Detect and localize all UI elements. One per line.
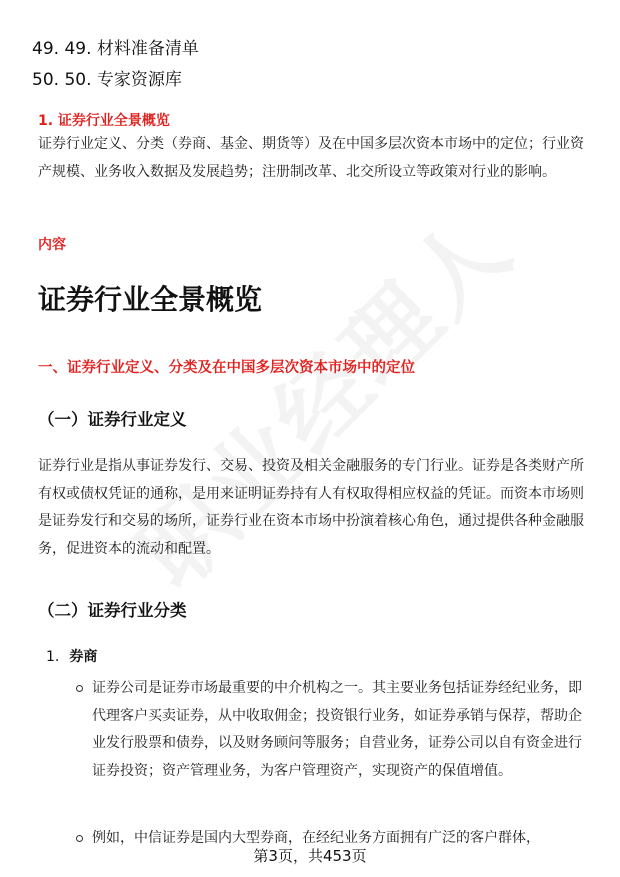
- list-item-brokers: [46, 646, 97, 666]
- section-description: 证券行业定义、分类（券商、基金、期货等）及在中国多层次资本市场中的定位；行业资产规模、业务收入数据及发展趋势；注册制改革、北交所设立等政策对行业的影响。: [38, 136, 584, 180]
- content-label: 内容: [38, 237, 66, 253]
- section-label: 1. 证券行业全景概览: [38, 113, 170, 129]
- bullet-item: [76, 675, 586, 785]
- toc-text: 49. 材料准备清单: [64, 39, 199, 59]
- bullet-text: 证券公司是证券市场最重要的中介机构之一。其主要业务包括证券经纪业务，即代理客户买卖证券，从中收取佣金；投资银行业务，如证券承销与保荐，帮助企业发行股票和债券，以及财务顾问等服务；自营业务，证券公司以自有资金进行证券投资；资产管理业务，为客户管理资产，实现资产的保值增值。: [92, 680, 582, 779]
- toc-number: 49.: [32, 39, 60, 59]
- page-title: 证券行业全景概览: [38, 283, 263, 316]
- part-heading: 一、证券行业定义、分类及在中国多层次资本市场中的定位: [38, 360, 415, 376]
- subheading-classification: （二）证券行业分类: [38, 601, 187, 620]
- toc-item-50[interactable]: [32, 67, 182, 93]
- definition-paragraph: 证券行业是指从事证券发行、交易、投资及相关金融服务的专门行业。证券是各类财产所有权或债权凭证的通称，是用来证明证券持有人有权取得相应权益的凭证。而资本市场则是证券发行和交易的场所，证券行业在资本市场中扮演着核心角色，通过提供各种金融服务，促进资本的流动和配置。: [38, 458, 584, 557]
- list-number: 1.: [46, 649, 60, 665]
- toc-text: 50. 专家资源库: [64, 70, 182, 90]
- toc-item-49[interactable]: [32, 36, 199, 62]
- page-footer: 第3页，共453页: [253, 847, 367, 865]
- list-label: 券商: [69, 649, 98, 665]
- bullet-circle-icon: [76, 685, 83, 692]
- bullet-text: 例如，中信证券是国内大型券商，在经纪业务方面拥有广泛的客户群体，: [92, 830, 540, 846]
- bullet-circle-icon: [76, 835, 83, 842]
- subheading-definition: （一）证券行业定义: [38, 410, 187, 429]
- toc-number: 50.: [32, 70, 60, 90]
